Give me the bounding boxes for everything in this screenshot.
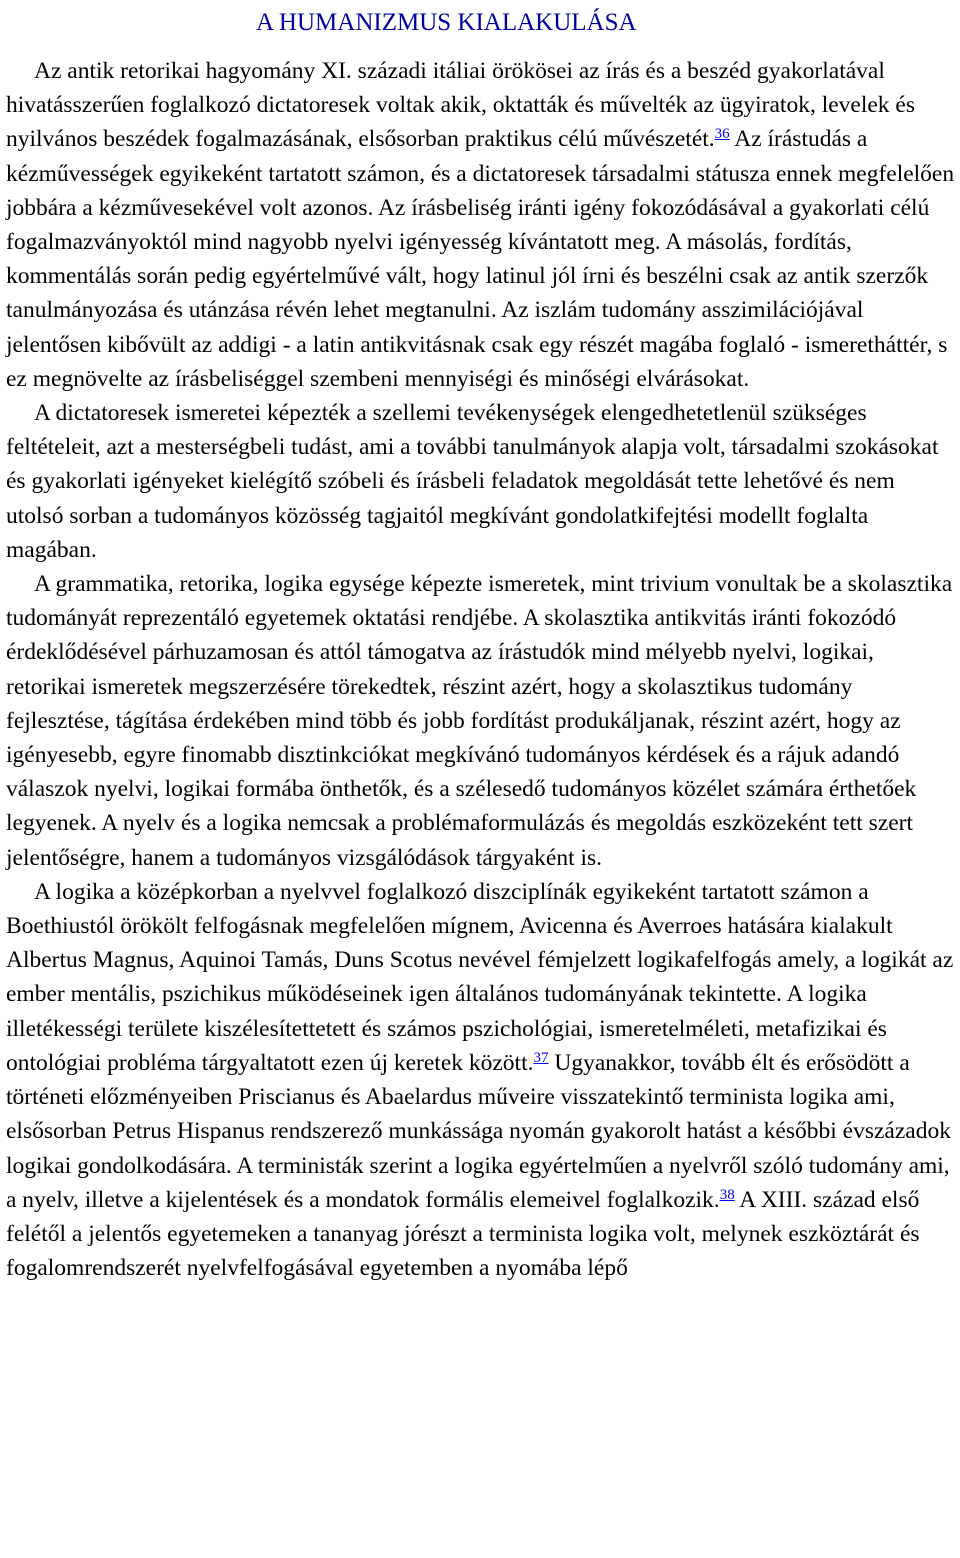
paragraph-4-text-c: A XIII. század első felétől a jelentős egyetemeken a tananyag jórészt a terminista logika volt, melynek eszköztárát és fogalomrendszerét nyelvfelfogásával egyetemben a nyomába lépő [6, 1186, 920, 1282]
footnote-link-36[interactable]: 36 [714, 126, 730, 143]
paragraph-4-text-a: A logika a középkorban a nyelvvel foglalkozó diszciplínák egyikeként tartatott számon a Boethiustól örökölt felfogásnak megfelelően mígnem, Avicenna és Averroes hatására kialakult Albertus Magnus, Aquinoi Tamás, Duns Scotus nevével fémjelzett logikafelfogás amely, a logikát az ember mentális, pszichikus működéseinek igen általános tudományának tekintette. A logika illetékességi területe kiszélesítettetett és számos pszichológiai, ismeretelméleti, metafizikai és ontológiai probléma tárgyaltatott ezen új keretek között. [6, 878, 954, 1076]
footnote-link-38[interactable]: 38 [719, 1186, 735, 1203]
document-body [0, 54, 960, 1285]
paragraph-4-text-b: Ugyanakkor, tovább élt és erősödött a történeti előzményeiben Priscianus és Abaelardus műveire visszatekintő terminista logika ami, elsősorban Petrus Hispanus rendszerező munkássága nyomán gyakorolt hatást a későbbi évszázadok logikai gondolkodására. A terministák szerint a logika egyértelműen a nyelvről szóló tudomány ami, a nyelv, illetve a kijelentések és a mondatok formális elemeivel foglalkozik. [6, 1049, 951, 1213]
paragraph-1 [6, 54, 958, 396]
paragraph-1-text-a: Az antik retorikai hagyomány XI. századi itáliai örökösei az írás és a beszéd gyakorlatával hivatásszerűen foglalkozó dictatoresek voltak akik, oktatták és művelték az ügyiratok, levelek és nyilvános beszédek fogalmazásának, elsősorban praktikus célú művészetét. [6, 58, 915, 153]
footnote-link-37[interactable]: 37 [533, 1049, 549, 1066]
page-title: A HUMANIZMUS KIALAKULÁSA [256, 9, 637, 36]
paragraph-1-text-b: Az írástudás a kézművességek egyikeként tartatott számon, és a dictatoresek társadalmi státusza ennek megfelelően jobbára a kézművesekével volt azonos. Az írásbeliség iránti igény fokozódásával a gyakorlati célú fogalmazványoktól mind nagyobb nyelvi igényesség kívántatott meg. A másolás, fordítás, kommentálás során pedig egyértelművé vált, hogy latinul jól írni és beszélni csak az antik szerzők tanulmányozása és utánzása révén lehet megtanulni. Az iszlám tudomány asszimilációjával jelentősen kibővült az addigi - a latin antikvitásnak csak egy részét magába foglaló - ismeretháttér, s ez megnövelte az írásbeliséggel szembeni mennyiségi és minőségi elvárásokat. [6, 126, 955, 392]
paragraph-4 [6, 875, 958, 1285]
paragraph-2: A dictatoresek ismeretei képezték a szellemi tevékenységek elengedhetetlenül szükséges feltételeit, azt a mesterségbeli tudást, ami a további tanulmányok alapja volt, társadalmi szokásokat és gyakorlati igényeket kielégítő szóbeli és írásbeli feladatok megoldását tette lehetővé és nem utolsó sorban a tudományos közösség tagjaitól megkívánt gondolatkifejtési modellt foglalta magában. [6, 400, 939, 563]
paragraph-3: A grammatika, retorika, logika egysége képezte ismeretek, mint trivium vonultak be a skolasztika tudományát reprezentáló egyetemek oktatási rendjébe. A skolasztika antikvitás iránti fokozódó érdeklődésével párhuzamosan és attól támogatva az írástudók mind mélyebb nyelvi, logikai, retorikai ismeretek megszerzésére törekedtek, részint azért, hogy a skolasztikus tudomány fejlesztése, tágítása érdekében mind több és jobb fordítást produkáljanak, részint azért, hogy az igényesebb, egyre finomabb disztinkciókat megkívánó tudományos kérdések és a rájuk adandó válaszok nyelvi, logikai formába önthetők, és a szélesedő tudományos közélet számára érthetőek legyenek. A nyelv és a logika nemcsak a problémaformulázás és megoldás eszközeként tett szert jelentőségre, hanem a tudományos vizsgálódások tárgyaként is. [6, 571, 953, 871]
